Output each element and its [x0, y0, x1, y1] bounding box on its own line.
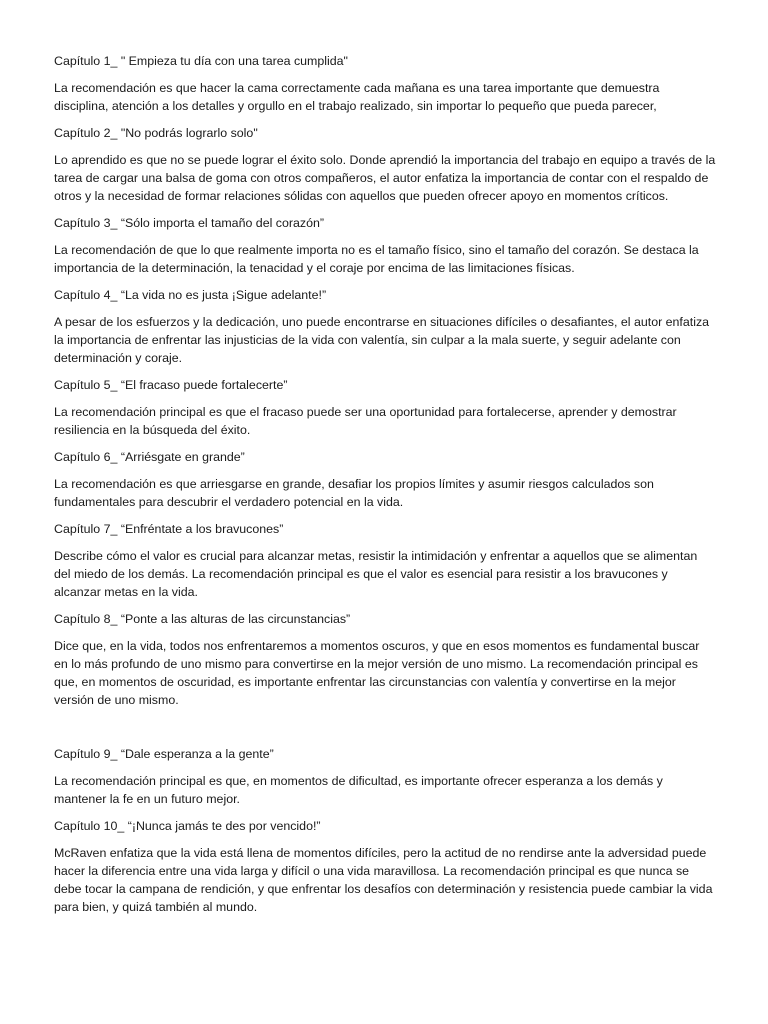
chapter-heading: Capítulo 3_ “Sólo importa el tamaño del corazón”	[54, 216, 324, 230]
chapter-3	[54, 214, 716, 277]
chapter-body: La recomendación de que lo que realmente importa no es el tamaño físico, sino el tamaño del corazón. Se destaca la importancia de la determinación, la tenacidad y el coraje por encima de las limitaciones físicas.	[54, 243, 699, 275]
chapter-body: Dice que, en la vida, todos nos enfrentaremos a momentos oscuros, y que en esos momentos es fundamental buscar en lo más profundo de uno mismo para convertirse en la mejor versión de uno mismo. La recomendación principal es que, en momentos de oscuridad, es importante enfrentar las circunstancias con valentía y convertirse en la mejor versión de uno mismo.	[54, 639, 700, 707]
chapter-6	[54, 448, 716, 511]
chapter-1	[54, 52, 716, 115]
chapter-heading: Capítulo 1_ " Empieza tu día con una tarea cumplida"	[54, 54, 348, 68]
chapter-heading: Capítulo 5_ “El fracaso puede fortalecerte”	[54, 378, 288, 392]
chapter-body: La recomendación es que hacer la cama correctamente cada mañana es una tarea importante que demuestra disciplina, atención a los detalles y orgullo en el trabajo realizado, sin importar lo pequeño que pueda parecer,	[54, 81, 660, 113]
chapter-body: A pesar de los esfuerzos y la dedicación, uno puede encontrarse en situaciones difíciles o desafiantes, el autor enfatiza la importancia de enfrentar las injusticias de la vida con valentía, sin culpar a la mala suerte, y seguir adelante con determinación y coraje.	[54, 315, 710, 365]
chapter-heading: Capítulo 8_ “Ponte a las alturas de las circunstancias”	[54, 612, 351, 626]
chapter-body: Describe cómo el valor es crucial para alcanzar metas, resistir la intimidación y enfrentar a aquellos que se alimentan del miedo de los demás. La recomendación principal es que el valor es esencial para resistir a los bravucones y alcanzar metas en la vida.	[54, 549, 698, 599]
chapter-heading: Capítulo 4_ “La vida no es justa ¡Sigue adelante!”	[54, 288, 327, 302]
chapter-body: La recomendación principal es que el fracaso puede ser una oportunidad para fortalecerse, aprender y demostrar resiliencia en la búsqueda del éxito.	[54, 405, 677, 437]
chapter-heading: Capítulo 6_ “Arriésgate en grande”	[54, 450, 245, 464]
chapter-8	[54, 610, 716, 709]
chapter-10	[54, 817, 716, 916]
chapter-2	[54, 124, 716, 205]
chapter-4	[54, 286, 716, 367]
chapter-body: McRaven enfatiza que la vida está llena de momentos difíciles, pero la actitud de no rendirse ante la adversidad puede hacer la diferencia entre una vida larga y difícil o una vida maravillosa. La recomendación principal es que nunca se debe tocar la campana de rendición, y que enfrentar los desafíos con determinación y resistencia puede cambiar la vida para bien, y quizá también al mundo.	[54, 846, 713, 914]
chapter-heading: Capítulo 2_ "No podrás lograrlo solo"	[54, 126, 258, 140]
chapter-heading: Capítulo 10_ “¡Nunca jamás te des por vencido!”	[54, 819, 321, 833]
chapter-heading: Capítulo 7_ “Enfréntate a los bravucones”	[54, 522, 284, 536]
document-page	[54, 52, 716, 925]
chapter-body: La recomendación principal es que, en momentos de dificultad, es importante ofrecer esperanza a los demás y mantener la fe en un futuro mejor.	[54, 774, 663, 806]
paragraph-spacer	[54, 718, 716, 745]
chapter-heading: Capítulo 9_ “Dale esperanza a la gente”	[54, 747, 274, 761]
chapter-5	[54, 376, 716, 439]
chapter-body: La recomendación es que arriesgarse en grande, desafiar los propios límites y asumir riesgos calculados son fundamentales para descubrir el verdadero potencial en la vida.	[54, 477, 654, 509]
chapter-9	[54, 745, 716, 808]
chapter-7	[54, 520, 716, 601]
chapter-body: Lo aprendido es que no se puede lograr el éxito solo. Donde aprendió la importancia del trabajo en equipo a través de la tarea de cargar una balsa de goma con otros compañeros, el autor enfatiza la importancia de contar con el respaldo de otros y la necesidad de formar relaciones sólidas con aquellos que pueden ofrecer apoyo en momentos críticos.	[54, 153, 716, 203]
